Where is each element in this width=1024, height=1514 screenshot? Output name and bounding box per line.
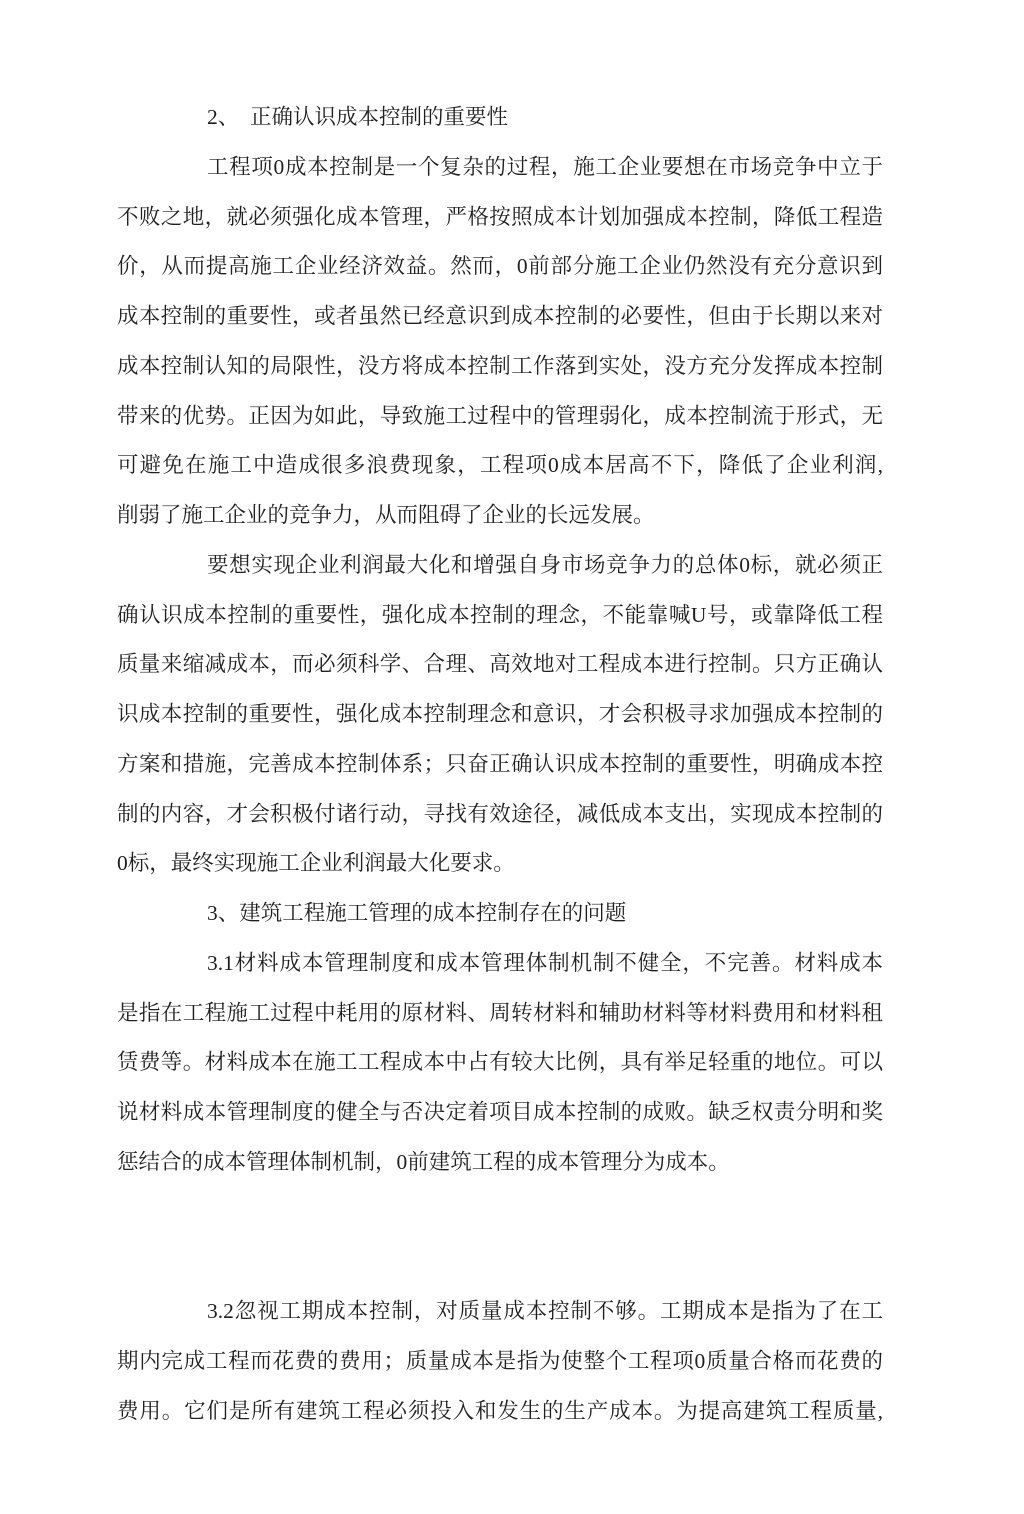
paragraph-line: 费用。它们是所有建筑工程必须投入和发生的生产成本。为提高建筑工程质量, (117, 1398, 883, 1423)
document-page (117, 93, 883, 1436)
paragraph-line: 工程项0成本控制是一个复杂的过程，施工企业要想在市场竞争中立于 (207, 154, 883, 179)
paragraph-line: 方案和措施，完善成本控制体系；只奋正确认识成本控制的重要性，明确成本控 (117, 751, 883, 776)
paragraph-line: 要想实现企业利润最大化和增强自身市场竞争力的总体0标，就必须正 (207, 552, 883, 577)
paragraph-line: 制的内容，才会积极付诸行动，寻找有效途径，减低成本支出，实现成本控制的 (117, 801, 883, 826)
paragraph-line: 质量来缩减成本，而必须科学、合理、高效地对工程成本进行控制。只方正确认 (117, 652, 883, 677)
paragraph-line: 可避免在施工中造成很多浪费现象，工程项0成本居高不下，降低了企业利润, (117, 453, 883, 478)
paragraph-line: 成本控制认知的局限性，没方将成本控制工作落到实处，没方充分发挥成本控制 (117, 353, 883, 378)
paragraph (117, 939, 883, 1188)
paragraph-line: 识成本控制的重要性，强化成本控制理念和意识，才会积极寻求加强成本控制的 (117, 702, 883, 726)
paragraph (117, 541, 883, 889)
paragraph-line: 是指在工程施工过程中耗用的原材料、周转材料和辅助材料等材料费用和材料租 (117, 1000, 883, 1025)
paragraph (117, 1287, 883, 1436)
paragraph-line: 赁费等。材料成本在施工工程成本中占有较大比例，具有举足轻重的地位。可以 (117, 1050, 883, 1075)
paragraph-line: 不败之地，就必须强化成本管理，严格按照成本计划加强成本控制，降低工程造 (117, 204, 883, 229)
paragraph-line: 0标，最终实现施工企业利润最大化要求。 (117, 851, 515, 876)
paragraph-line: 削弱了施工企业的竞争力，从而阻碍了企业的长远发展。 (117, 503, 655, 527)
paragraph-line: 惩结合的成本管理体制机制，0前建筑工程的成本管理分为成本。 (117, 1149, 730, 1174)
paragraph (117, 143, 883, 541)
paragraph-line: 说材料成本管理制度的健全与否决定着项目成本控制的成败。缺乏权责分明和奖 (117, 1100, 883, 1124)
paragraph-line: 期内完成工程而花费的费用；质量成本是指为使整个工程项0质量合格而花费的 (117, 1348, 883, 1373)
section-heading: 3、建筑工程施工管理的成本控制存在的问题 (207, 901, 627, 925)
paragraph-line: 带来的优势。正因为如此，导致施工过程中的管理弱化，成本控制流于形式，无 (117, 403, 883, 428)
paragraph-line: 确认识成本控制的重要性，强化成本控制的理念，不能靠喊U号，或靠降低工程 (117, 602, 883, 627)
paragraph-line: 3.1材料成本管理制度和成本管理体制机制不健全，不完善。材料成本 (207, 950, 883, 975)
section-heading: 2、 正确认识成本控制的重要性 (207, 105, 509, 129)
paragraph-line: 成本控制的重要性，或者虽然已经意识到成本控制的必要性，但由于长期以来对 (117, 304, 883, 328)
paragraph-line: 3.2忽视工期成本控制，对质量成本控制不够。工期成本是指为了在工 (207, 1299, 883, 1323)
paragraph-line: 价，从而提高施工企业经济效益。然而，0前部分施工企业仍然没有充分意识到 (117, 254, 883, 279)
blank-gap (117, 1188, 883, 1288)
